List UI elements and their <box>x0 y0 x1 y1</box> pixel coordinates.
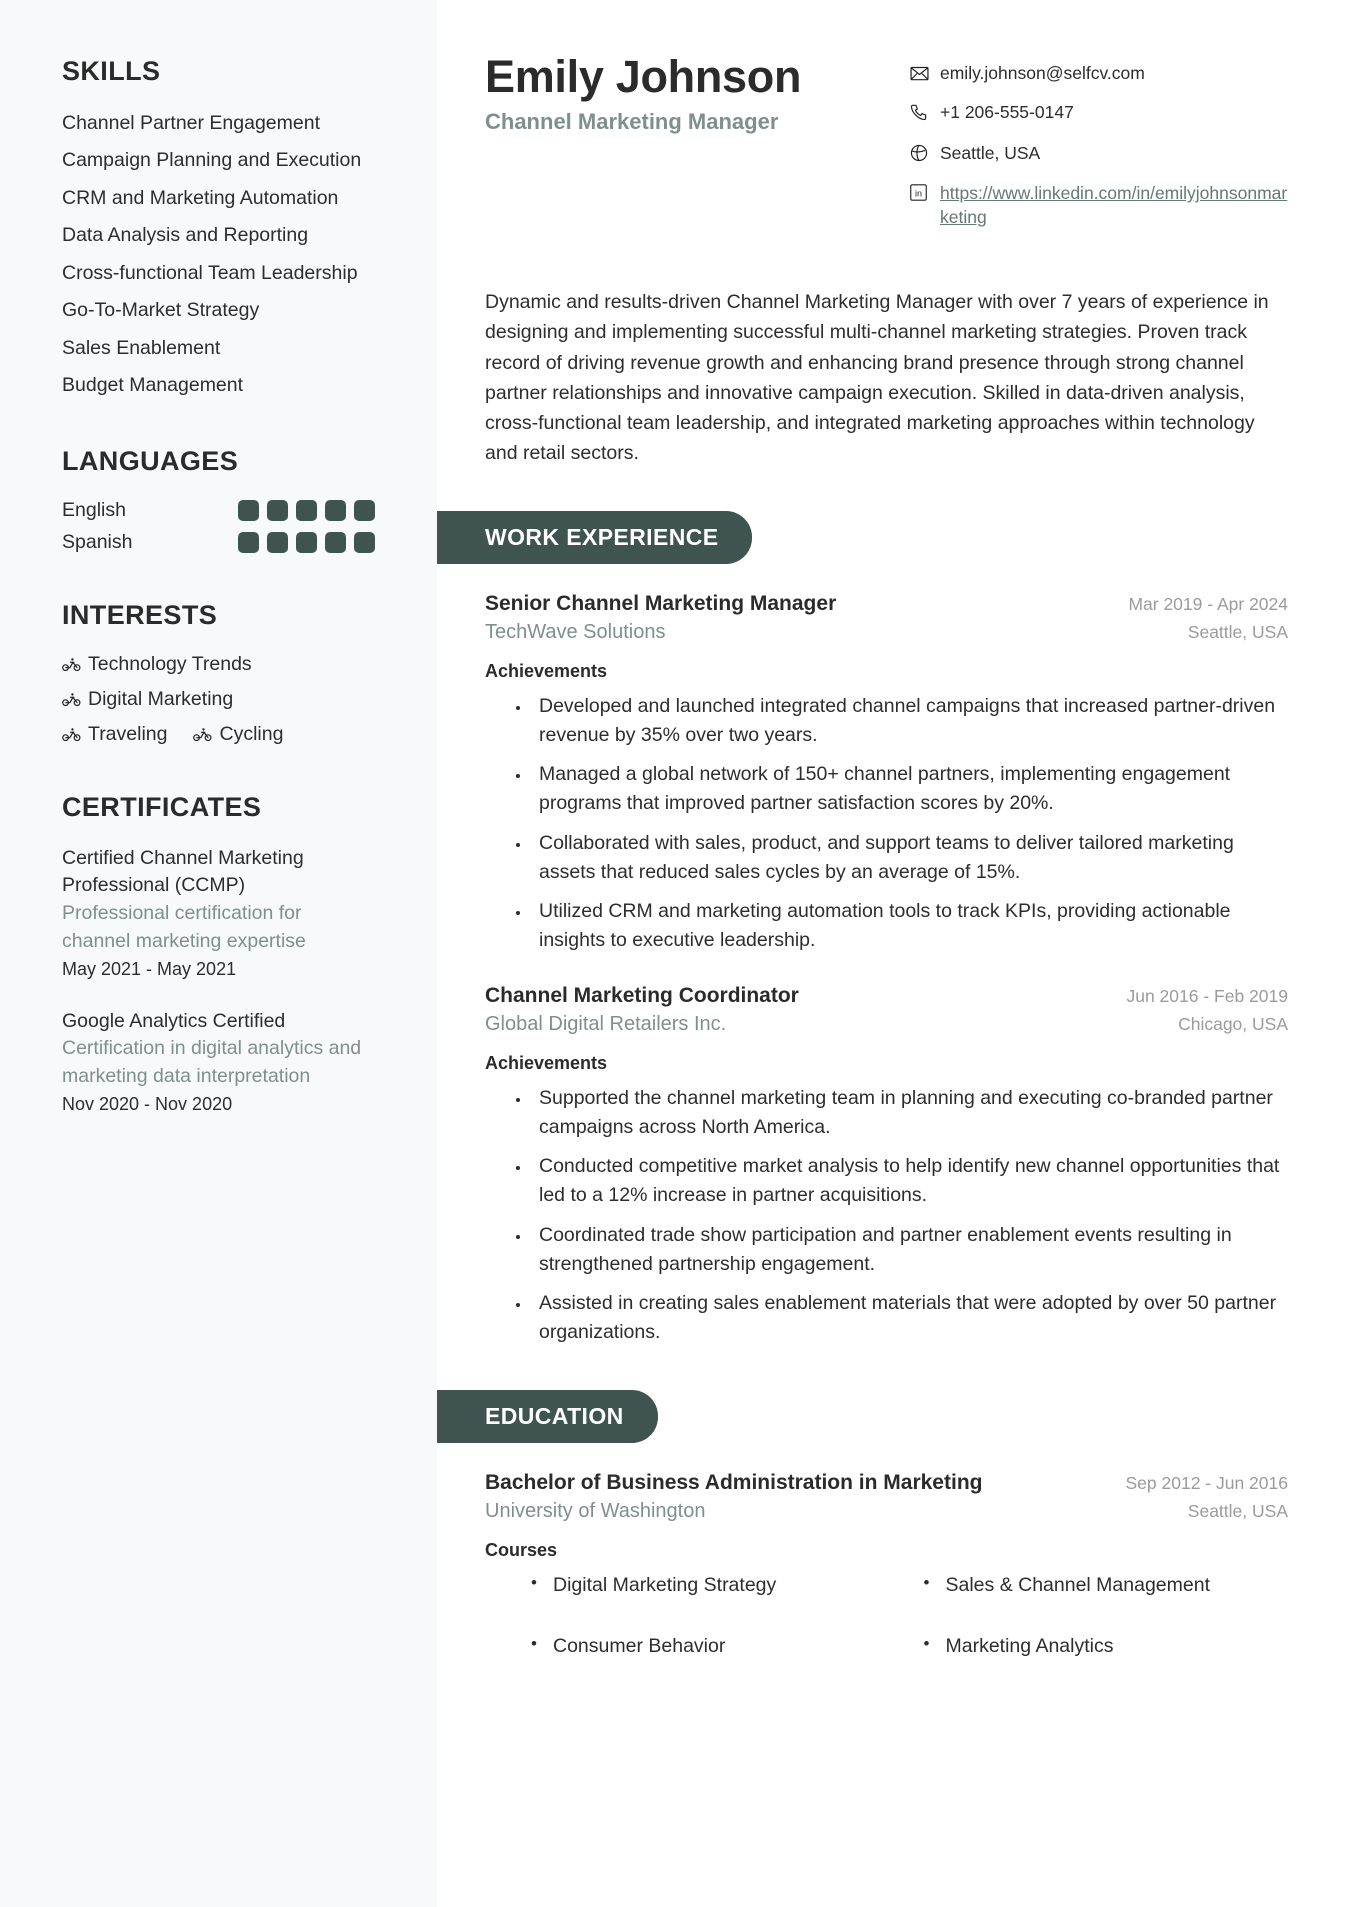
skill-item: CRM and Marketing Automation <box>62 186 339 209</box>
linkedin-icon <box>910 182 930 207</box>
entry-bullet: • Utilized CRM and marketing automation tools to track KPIs, providing actionable insights to executive leadership. <box>531 897 1288 956</box>
entry-organization: Global Digital Retailers Inc. <box>485 1012 727 1035</box>
work-experience-heading: WORK EXPERIENCE <box>437 511 752 564</box>
entry-bullet: • Supported the channel marketing team in planning and executing co-branded partner campaigns across North America. <box>531 1084 1288 1143</box>
candidate-name: Emily Johnson <box>485 51 802 102</box>
skill-item: Go-To-Market Strategy <box>62 299 260 322</box>
interest-item <box>62 653 252 676</box>
skill-item: Channel Partner Engagement <box>62 112 321 134</box>
interest-label: Traveling <box>88 722 168 745</box>
resume-header <box>485 52 1288 243</box>
certificate-name: Google Analytics Certified <box>62 1009 286 1032</box>
certificate-date: May 2021 - May 2021 <box>62 958 237 979</box>
certificate-description: Professional certification for channel marketing expertise <box>62 902 306 952</box>
contact-row <box>910 101 1288 127</box>
interest-label: Cycling <box>219 722 284 745</box>
entry-bullet: • Managed a global network of 150+ channel partners, implementing engagement programs that improved partner satisfaction scores by 20%. <box>531 760 1288 819</box>
skills-list <box>62 109 375 400</box>
course-item: • Marketing Analytics <box>924 1632 1289 1661</box>
interest-item <box>193 723 283 746</box>
contact-text: Seattle, USA <box>940 142 1041 163</box>
work-experience-section <box>485 511 1288 1348</box>
contact-text: +1 206-555-0147 <box>940 102 1074 123</box>
bicycle-icon <box>62 692 81 707</box>
entry-org-row <box>485 621 1288 644</box>
phone-icon <box>910 101 930 127</box>
certificates-list <box>62 845 375 1117</box>
contact-row <box>910 62 1288 87</box>
entry-list-label: Courses <box>485 1539 558 1560</box>
certificate-item <box>62 845 375 982</box>
candidate-job-title: Channel Marketing Manager <box>485 109 779 135</box>
language-level-meter <box>238 532 375 553</box>
bicycle-icon <box>62 727 81 742</box>
entry-org-row <box>485 1500 1288 1523</box>
entry-organization: TechWave Solutions <box>485 620 666 643</box>
entry-bullet-list <box>485 1084 1288 1348</box>
entry-title: Channel Marketing Coordinator <box>485 983 799 1007</box>
language-level-square <box>238 500 259 521</box>
language-level-square <box>238 532 259 553</box>
entry-bullet-list <box>485 692 1288 956</box>
entry-location: Chicago, USA <box>1178 1013 1288 1034</box>
interest-row <box>62 723 375 746</box>
language-level-square <box>267 532 288 553</box>
languages-list <box>62 499 375 554</box>
interest-item <box>62 723 167 746</box>
language-row <box>62 499 375 522</box>
interests-heading: INTERESTS <box>62 599 218 630</box>
entry-bullet: • Conducted competitive market analysis to help identify new channel opportunities that led to a 12% increase in partner acquisitions. <box>531 1152 1288 1211</box>
professional-summary: Dynamic and results-driven Channel Marketing Manager with over 7 years of experience in designing and implementing successful multi-channel marketing strategies. Proven track record of driving revenue growth and enhancing brand presence through strong channel partner relationships and innovative campaign execution. Skilled in data-driven analysis, cross-functional team leadership, and integrated marketing approaches within technology and retail sectors. <box>485 291 1269 465</box>
language-level-meter <box>238 500 375 521</box>
identity-block <box>485 52 801 135</box>
work-experience-entries <box>485 592 1288 1348</box>
languages-section <box>62 446 375 554</box>
language-level-square <box>325 500 346 521</box>
language-name: English <box>62 498 126 521</box>
certificates-section <box>62 792 375 1117</box>
skill-item: Cross-functional Team Leadership <box>62 261 358 284</box>
contact-text: emily.johnson@selfcv.com <box>940 63 1145 83</box>
entry-date: Sep 2012 - Jun 2016 <box>1125 1472 1288 1493</box>
entry-bullet: • Collaborated with sales, product, and support teams to deliver tailored marketing assets that reduced sales cycles by an average of 15%. <box>531 829 1288 888</box>
education-heading: EDUCATION <box>437 1390 658 1443</box>
course-item: • Digital Marketing Strategy <box>531 1571 896 1600</box>
envelope-icon <box>910 62 930 87</box>
main-content <box>437 0 1350 1907</box>
entry-org-row <box>485 1013 1288 1036</box>
skill-item: Budget Management <box>62 374 244 397</box>
language-level-square <box>267 500 288 521</box>
contact-row <box>910 142 1288 168</box>
interest-label: Digital Marketing <box>88 687 234 710</box>
language-name: Spanish <box>62 530 133 553</box>
bicycle-icon <box>62 657 81 672</box>
interest-label: Technology Trends <box>88 652 252 675</box>
language-level-square <box>325 532 346 553</box>
entry-list-label: Achievements <box>485 1052 608 1073</box>
svg-text:in: in <box>915 188 922 199</box>
globe-icon <box>910 142 930 168</box>
language-row <box>62 531 375 554</box>
skills-heading: SKILLS <box>62 56 161 86</box>
work-entry <box>485 984 1288 1348</box>
certificate-item <box>62 1008 375 1117</box>
interests-list <box>62 653 375 746</box>
language-level-square <box>354 532 375 553</box>
languages-heading: LANGUAGES <box>62 445 239 476</box>
entry-list-label: Achievements <box>485 660 608 681</box>
entry-location: Seattle, USA <box>1187 1500 1288 1521</box>
language-level-square <box>296 500 317 521</box>
certificate-date: Nov 2020 - Nov 2020 <box>62 1093 233 1114</box>
work-entry <box>485 592 1288 956</box>
skill-item: Sales Enablement <box>62 336 221 359</box>
interest-item <box>62 688 233 711</box>
education-section <box>485 1390 1288 1694</box>
certificate-name: Certified Channel Marketing Professional (CCMP) <box>62 846 304 897</box>
language-level-square <box>354 500 375 521</box>
language-level-square <box>296 532 317 553</box>
education-entry <box>485 1471 1288 1694</box>
education-entries <box>485 1471 1288 1694</box>
course-item: • Sales & Channel Management <box>924 1571 1289 1600</box>
entry-date: Jun 2016 - Feb 2019 <box>1126 985 1288 1006</box>
bicycle-icon <box>193 727 212 742</box>
contact-list <box>910 52 1288 243</box>
entry-bullet: • Coordinated trade show participation and partner enablement events resulting in strengthened partnership engagement. <box>531 1221 1288 1280</box>
contact-row[interactable] <box>910 182 1288 229</box>
course-item: • Consumer Behavior <box>531 1632 896 1661</box>
entry-date: Mar 2019 - Apr 2024 <box>1128 593 1288 614</box>
course-grid <box>485 1571 1288 1694</box>
linkedin-link[interactable]: https://www.linkedin.com/in/emilyjohnsonmarketing <box>940 183 1288 227</box>
certificates-heading: CERTIFICATES <box>62 791 262 822</box>
skill-item: Data Analysis and Reporting <box>62 224 309 247</box>
entry-bullet: • Assisted in creating sales enablement materials that were adopted by over 50 partner organizations. <box>531 1289 1288 1348</box>
entry-bullet: • Developed and launched integrated channel campaigns that increased partner-driven revenue by 35% over two years. <box>531 692 1288 751</box>
skill-item: Campaign Planning and Execution <box>62 149 362 172</box>
entry-location: Seattle, USA <box>1187 621 1288 642</box>
sidebar <box>0 0 437 1907</box>
interests-section <box>62 600 375 746</box>
skills-section <box>62 56 375 400</box>
interest-row <box>62 688 375 711</box>
entry-title-row <box>485 592 1288 616</box>
entry-title-row <box>485 1471 1288 1495</box>
entry-organization: University of Washington <box>485 1499 706 1522</box>
entry-title: Bachelor of Business Administration in Marketing <box>485 1470 983 1494</box>
interest-row <box>62 653 375 676</box>
certificate-description: Certification in digital analytics and marketing data interpretation <box>62 1037 362 1087</box>
entry-title-row <box>485 984 1288 1008</box>
entry-title: Senior Channel Marketing Manager <box>485 591 837 615</box>
